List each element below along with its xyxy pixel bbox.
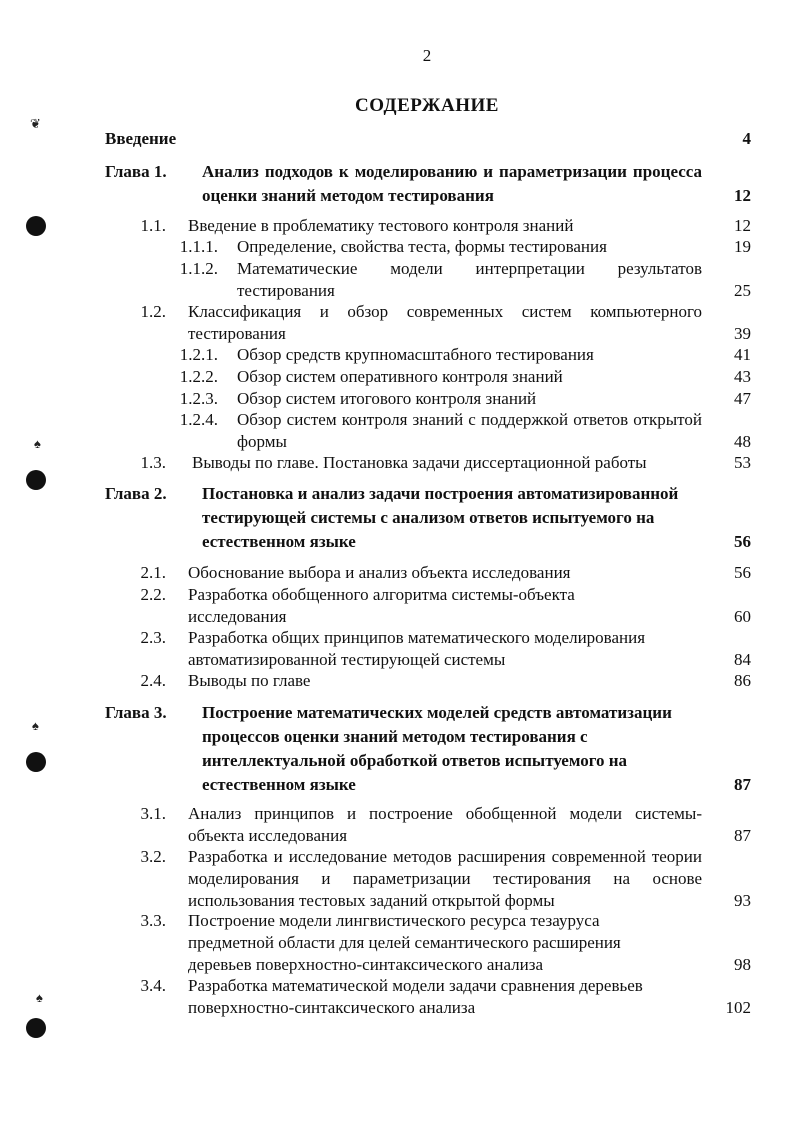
toc-entry-page: 39 (734, 324, 751, 343)
toc-entry-text: Введение (105, 129, 177, 148)
toc-entry-page: 43 (734, 367, 751, 386)
toc-entry-number: 1.2.2. (179, 367, 218, 386)
toc-entry-number: 1.1.1. (179, 237, 218, 256)
toc-entry-page: 86 (734, 671, 751, 690)
toc-entry-page: 60 (734, 607, 751, 626)
toc-entry-page: 87 (734, 826, 751, 845)
toc-entry-text: Введение в проблематику тестового контроля знаний (188, 216, 574, 235)
toc-entry-text: Построение модели лингвистического ресурса тезауруса предметной области для целей семантического расширения деревьев поверхностно-синтаксического анализа (188, 911, 621, 974)
toc-entry-number: 1.1.2. (179, 259, 218, 278)
toc-entry-number: 1.1. (140, 216, 166, 235)
scan-speck-icon: ❦ (30, 116, 41, 131)
toc-entry-text: Разработка обобщенного алгоритма системы-объекта исследования (188, 585, 575, 626)
toc-entry-subsection (0, 409, 796, 453)
toc-entry-number: Глава 2. (105, 484, 167, 503)
toc-entry-page: 47 (734, 389, 751, 408)
toc-entry-number: 2.3. (140, 628, 166, 647)
toc-entry-page: 41 (734, 345, 751, 364)
toc-entry-chapter (0, 160, 796, 208)
toc-entry-subsection (0, 344, 796, 366)
toc-entry-subsection (0, 366, 796, 388)
toc-entry-number: Глава 1. (105, 162, 167, 181)
toc-entry-text: Классификация и обзор современных систем компьютерного тестирования (188, 302, 702, 343)
toc-entry-number: 3.2. (140, 847, 166, 866)
toc-entry-text: Обоснование выбора и анализ объекта исследования (188, 563, 571, 582)
toc-entry-text: Выводы по главе (188, 671, 311, 690)
toc-entry-number: 1.2.1. (179, 345, 218, 364)
toc-entry-section (0, 910, 796, 976)
toc-entry-page: 87 (734, 775, 751, 794)
toc-entry-text: Определение, свойства теста, формы тестирования (237, 237, 607, 256)
toc-entry-section (0, 975, 796, 1019)
toc-entry-number: Глава 3. (105, 703, 167, 722)
toc-entry-section (0, 562, 796, 584)
toc-entry-section (0, 215, 796, 237)
toc-entry-page: 56 (734, 532, 751, 551)
toc-entry-page: 56 (734, 563, 751, 582)
toc-entry-page: 53 (734, 453, 751, 472)
toc-entry-number: 3.4. (140, 976, 166, 995)
toc-entry-subsection (0, 236, 796, 258)
toc-entry-text: Анализ подходов к моделированию и параметризации процесса оценки знаний методом тестирования (202, 162, 702, 205)
binder-hole (26, 1018, 46, 1038)
toc-entry-section (0, 670, 796, 692)
toc-entry-page: 98 (734, 955, 751, 974)
page-title: СОДЕРЖАНИЕ (355, 95, 499, 116)
toc-entry-intro (0, 128, 796, 150)
toc-entry-page: 84 (734, 650, 751, 669)
toc-entry-section (0, 452, 796, 474)
toc-entry-text: Математические модели интерпретации результатов тестирования (237, 259, 702, 300)
toc-entry-text: Постановка и анализ задачи построения автоматизированной тестирующей системы с анализом ответов испытуемого на естественном языке (202, 484, 679, 551)
toc-entry-page: 48 (734, 432, 751, 451)
toc-entry-number: 3.3. (140, 911, 166, 930)
toc-entry-section (0, 846, 796, 912)
toc-entry-page: 4 (742, 129, 751, 148)
toc-entry-text: Выводы по главе. Постановка задачи диссертационной работы (192, 453, 647, 472)
toc-entry-page: 12 (734, 186, 751, 205)
toc-entry-number: 2.1. (140, 563, 166, 582)
toc-entry-section (0, 627, 796, 671)
toc-entry-number: 2.2. (140, 585, 166, 604)
toc-entry-section (0, 803, 796, 847)
toc-entry-text: Разработка математической модели задачи сравнения деревьев поверхностно-синтаксического анализа (188, 976, 643, 1017)
toc-entry-chapter (0, 482, 796, 554)
toc-entry-page: 12 (734, 216, 751, 235)
scan-speck-icon: ♠ (32, 718, 39, 733)
toc-entry-page: 93 (734, 891, 751, 910)
toc-entry-number: 3.1. (140, 804, 166, 823)
toc-entry-text: Обзор систем контроля знаний с поддержкой ответов открытой формы (237, 410, 702, 451)
toc-entry-number: 1.2. (140, 302, 166, 321)
toc-entry-text: Разработка и исследование методов расширения современной теории моделирования и параметризации тестирования на основе использования тестовых заданий открытой формы (188, 847, 702, 910)
toc-entry-chapter (0, 701, 796, 797)
toc-entry-text: Обзор систем итогового контроля знаний (237, 389, 537, 408)
scan-speck-icon: ♠ (36, 990, 43, 1005)
page-number: 2 (422, 46, 432, 65)
toc-entry-number: 1.3. (140, 453, 166, 472)
toc-entry-section (0, 584, 796, 628)
toc-entry-text: Обзор систем оперативного контроля знаний (237, 367, 563, 386)
toc-entry-number: 1.2.3. (179, 389, 218, 408)
toc-entry-number: 2.4. (140, 671, 166, 690)
toc-entry-page: 19 (734, 237, 751, 256)
toc-entry-subsection (0, 388, 796, 410)
toc-entry-text: Обзор средств крупномасштабного тестирования (237, 345, 594, 364)
toc-entry-text: Разработка общих принципов математического моделирования автоматизированной тестирующей системы (188, 628, 646, 669)
toc-entry-section (0, 301, 796, 345)
toc-entry-text: Анализ принципов и построение обобщенной модели системы-объекта исследования (188, 804, 702, 845)
toc-entry-page: 102 (725, 998, 751, 1017)
toc-entry-text: Построение математических моделей средств автоматизации процессов оценки знаний методом тестирования с интеллектуальной обработкой ответов испытуемого на естественном языке (202, 703, 672, 794)
toc-entry-page: 25 (734, 281, 751, 300)
toc-entry-number: 1.2.4. (179, 410, 218, 429)
toc-entry-subsection (0, 258, 796, 302)
scan-speck-icon: ♠ (34, 436, 41, 451)
